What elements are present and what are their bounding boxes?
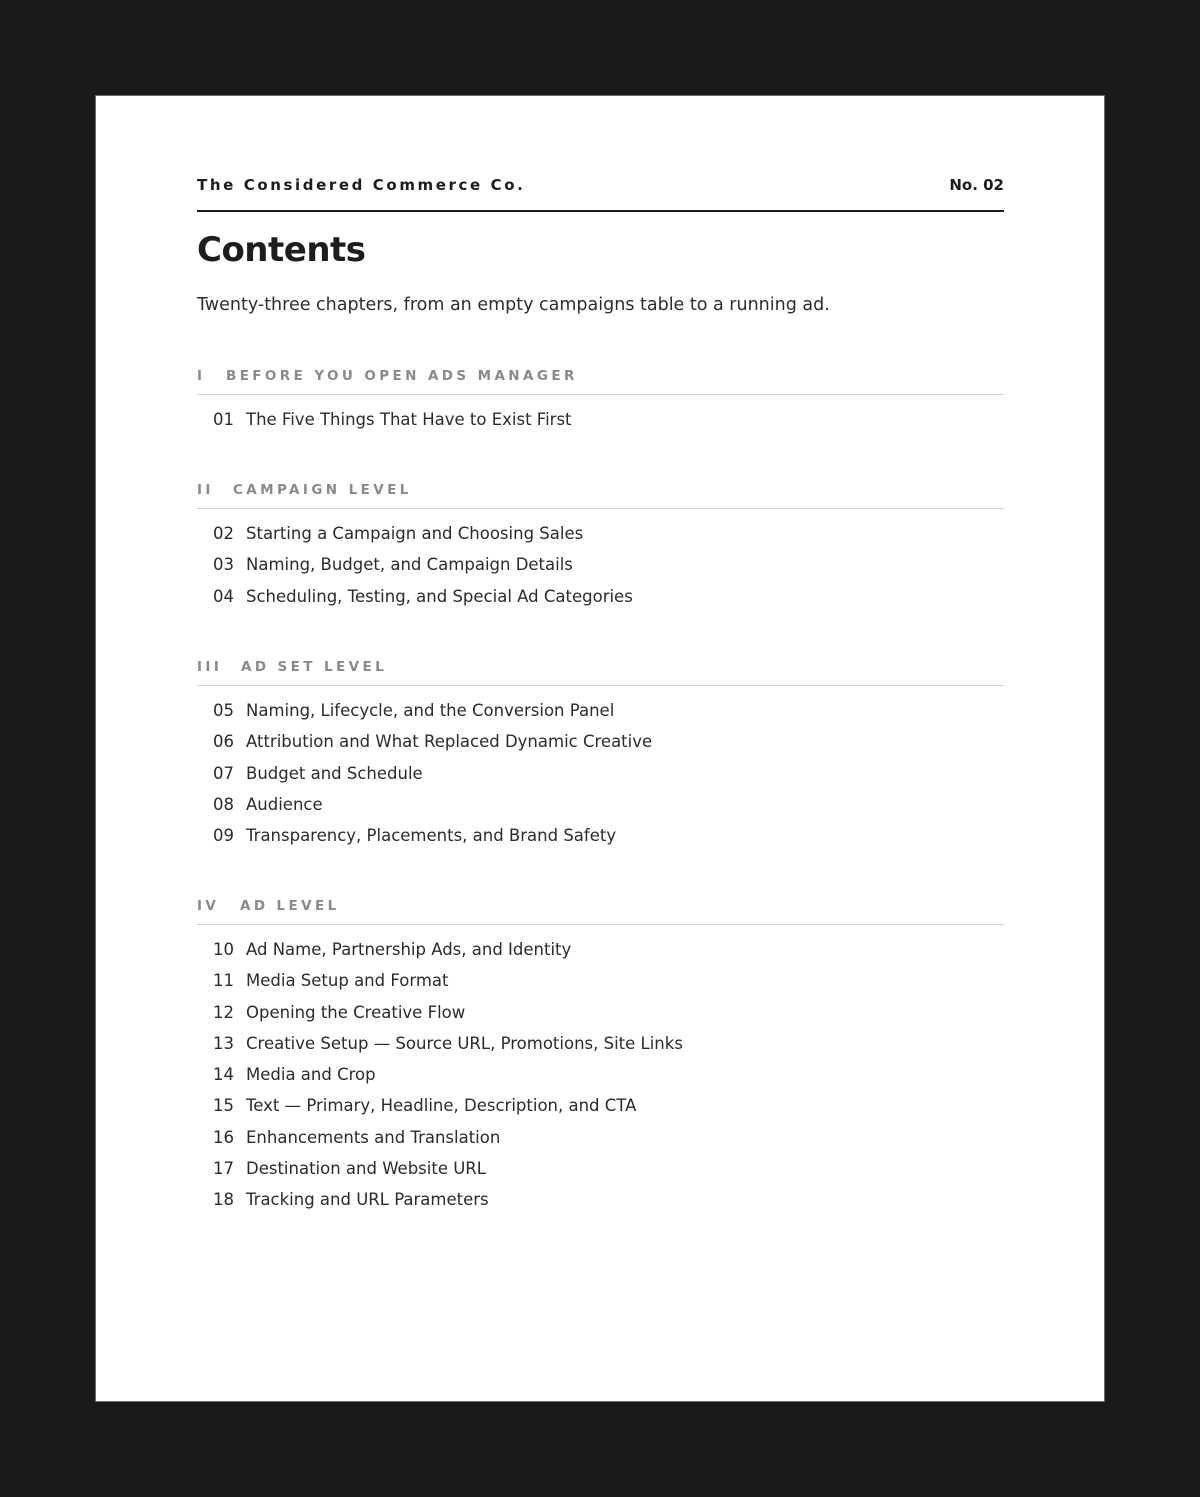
chapter-number: 18 <box>213 1190 234 1210</box>
chapter-item[interactable] <box>213 824 1020 855</box>
chapter-item[interactable] <box>213 522 1020 553</box>
chapter-item[interactable] <box>213 553 1020 584</box>
chapter-item[interactable] <box>213 1188 1020 1219</box>
chapter-item[interactable] <box>213 1094 1020 1125</box>
chapter-title: The Five Things That Have to Exist First <box>246 410 572 429</box>
chapter-number: 01 <box>213 410 234 429</box>
chapter-number: 08 <box>213 794 234 814</box>
chapter-item[interactable] <box>213 585 1020 616</box>
section-title: AD LEVEL <box>240 898 340 914</box>
chapter-list <box>213 408 1020 439</box>
chapter-title: Opening the Creative Flow <box>246 1002 466 1022</box>
section-ad-set-level <box>197 657 1004 846</box>
chapter-title: Creative Setup — Source URL, Promotions, Site Links <box>246 1033 683 1053</box>
section-numeral: II <box>197 482 214 498</box>
chapter-item[interactable] <box>213 969 1020 1000</box>
chapter-list <box>213 699 1020 855</box>
section-numeral: III <box>197 659 223 675</box>
chapter-number: 16 <box>213 1127 234 1147</box>
chapter-item[interactable] <box>213 793 1020 824</box>
document-page <box>95 95 1105 1402</box>
section-header <box>197 657 1004 686</box>
chapter-title: Transparency, Placements, and Brand Safety <box>246 826 617 846</box>
chapter-title: Scheduling, Testing, and Special Ad Categories <box>246 586 633 606</box>
chapter-title: Naming, Lifecycle, and the Conversion Panel <box>246 701 615 720</box>
issue-number: No. 02 <box>949 176 1004 194</box>
section-header <box>197 366 1004 395</box>
section-header <box>197 896 1004 925</box>
chapter-number: 09 <box>213 826 234 846</box>
section-title: CAMPAIGN LEVEL <box>233 482 412 498</box>
chapter-title: Text — Primary, Headline, Description, and CTA <box>246 1096 637 1116</box>
section-numeral: I <box>197 368 206 384</box>
chapter-item[interactable] <box>213 1001 1020 1032</box>
chapter-item[interactable] <box>213 938 1020 969</box>
chapter-number: 04 <box>213 586 234 606</box>
chapter-number: 14 <box>213 1065 234 1085</box>
chapter-number: 06 <box>213 732 234 752</box>
chapter-title: Ad Name, Partnership Ads, and Identity <box>246 940 572 959</box>
chapter-item[interactable] <box>213 1157 1020 1188</box>
chapter-item[interactable] <box>213 762 1020 793</box>
chapter-number: 10 <box>213 940 234 959</box>
chapter-title: Media Setup and Format <box>246 971 449 991</box>
chapter-list <box>213 522 1020 616</box>
chapter-item[interactable] <box>213 699 1020 730</box>
section-before-you-open <box>197 366 1004 429</box>
chapter-number: 11 <box>213 971 234 991</box>
chapter-title: Attribution and What Replaced Dynamic Creative <box>246 732 653 752</box>
chapter-number: 03 <box>213 555 234 575</box>
section-numeral: IV <box>197 898 220 914</box>
chapter-number: 13 <box>213 1033 234 1053</box>
chapter-title: Destination and Website URL <box>246 1159 486 1179</box>
chapter-number: 02 <box>213 524 234 543</box>
masthead <box>197 174 1004 212</box>
chapter-number: 17 <box>213 1159 234 1179</box>
chapter-item[interactable] <box>213 408 1020 439</box>
chapter-item[interactable] <box>213 730 1020 761</box>
chapter-number: 07 <box>213 763 234 783</box>
chapter-number: 15 <box>213 1096 234 1116</box>
chapter-title: Media and Crop <box>246 1065 376 1085</box>
chapter-item[interactable] <box>213 1063 1020 1094</box>
section-ad-level <box>197 896 1004 1210</box>
chapter-number: 05 <box>213 701 234 720</box>
chapter-item[interactable] <box>213 1032 1020 1063</box>
chapter-title: Tracking and URL Parameters <box>246 1190 489 1210</box>
chapter-title: Naming, Budget, and Campaign Details <box>246 555 573 575</box>
section-title: BEFORE YOU OPEN ADS MANAGER <box>226 368 578 384</box>
chapter-number: 12 <box>213 1002 234 1022</box>
chapter-item[interactable] <box>213 1126 1020 1157</box>
section-title: AD SET LEVEL <box>241 659 388 675</box>
chapter-title: Enhancements and Translation <box>246 1127 501 1147</box>
section-header <box>197 480 1004 509</box>
section-campaign-level <box>197 480 1004 606</box>
page-subtitle: Twenty-three chapters, from an empty campaigns table to a running ad. <box>197 295 830 315</box>
chapter-title: Starting a Campaign and Choosing Sales <box>246 524 584 543</box>
brand-name: The Considered Commerce Co. <box>197 176 526 194</box>
page-title: Contents <box>197 230 366 270</box>
chapter-title: Audience <box>246 794 323 814</box>
chapter-title: Budget and Schedule <box>246 763 423 783</box>
chapter-list <box>213 938 1020 1220</box>
